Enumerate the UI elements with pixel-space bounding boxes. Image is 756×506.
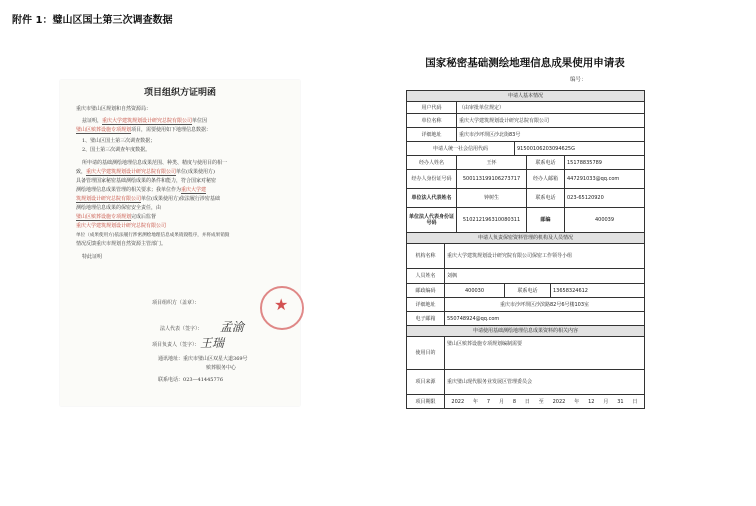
table-row: 用户代码 （由审批单位规定） <box>407 102 645 114</box>
table-row: 人员姓名 刘枫 <box>407 269 645 284</box>
section-header: 申请人基本情况 <box>407 91 645 102</box>
legal-rep-label: 法人代表（签字）： <box>160 326 203 332</box>
table-row: 单位名称 重庆大学建筑规划设计研究总院有限公司 <box>407 114 645 128</box>
table-row: 机构名称 重庆大学建筑规划设计研究院有限公司保密工作领导小组 <box>407 244 645 269</box>
letter-item: 1、璧山区国土第三次调查数据； <box>82 138 156 144</box>
org-stamp-label: 项目组织方（盖章）： <box>152 300 200 306</box>
table-row: 单位法人代表姓名 钟树生 联系电话 023-65120920 <box>407 189 645 208</box>
letter-line: 筑规划设计研究总院有限公司单位(成果使用方)依法履行涉密基础 <box>76 196 220 202</box>
table-row: 单位法人代表身份证号码 510212196310080311 邮编 400039 <box>407 208 645 233</box>
letter-line: 璧山区殡葬设施专项规划项目，需要使用如下地理信息数据： <box>76 127 212 133</box>
red-seal-stamp <box>260 286 304 330</box>
letter-line: 单位（成果使用方)依法履行涉密测绘地理信息成果销毁程序，并将成果销毁 <box>76 233 230 238</box>
legal-rep-signature: 孟渝 <box>220 320 245 334</box>
manager-signature: 王瑞 <box>200 336 225 350</box>
section-header: 申请人负责保密资料管理的机构及人员情况 <box>407 233 645 244</box>
table-row: 使用目的 璧山区殡葬设施专项规划编制需要 <box>407 337 645 370</box>
table-row: 邮政编码 400030 联系电话 13658324612 <box>407 284 645 298</box>
table-row: 项目期限 2022 年 7 月 8 日 至 2022 年 12 月 31 日 <box>407 395 645 409</box>
form-number-label: 编号： <box>570 77 587 83</box>
table-row: 详细地址 重庆市沙坪坝区沙北街83号 <box>407 128 645 142</box>
table-row: 项目来源 重庆璧山现代服务业发展区管理委员会 <box>407 370 645 395</box>
form-table <box>406 90 645 409</box>
letter-title: 项目组织方证明函 <box>143 88 216 98</box>
letter-item: 2、国土第三次调查年度数据。 <box>82 147 151 153</box>
table-row: 经办人姓名 王怀 联系电话 15178835789 <box>407 156 645 170</box>
section-header: 申请使用基础测绘地理信息成果资料的相关内容 <box>407 326 645 337</box>
letter-line: 致，重庆大学建筑规划设计研究总院有限公司单位(成果使用方) <box>76 169 215 175</box>
manager-label: 项目负责人（签字）： <box>152 342 200 348</box>
page-title: 附件 1：璧山区国土第三次调查数据 <box>12 15 173 26</box>
phone-line: 联系电话：023—41445776 <box>158 377 224 383</box>
address-line: 通讯地址：重庆市璧山区双星大道369号 <box>158 356 248 362</box>
address-line-2: 殡葬服务中心 <box>206 365 237 371</box>
table-row: 申请人统一社会信用代码 91500106203094625G <box>407 142 645 156</box>
certification-letter <box>60 80 300 406</box>
letter-closing: 特此证明 <box>82 254 103 260</box>
table-row: 经办人身份证号码 500113199106273717 经办人邮箱 447291033@qq.com <box>407 170 645 189</box>
table-row: 详细地址 重庆市沙坪坝区沙滨路82号6号楼103室 <box>407 298 645 312</box>
letter-line: 兹证明，重庆大学建筑规划设计研究总院有限公司单位因 <box>82 118 208 124</box>
project-period: 2022 年 7 月 8 日 至 2022 年 12 月 31 日 <box>445 395 645 408</box>
letter-line: 情况反馈重庆市规划自然资源主管部门。 <box>76 241 167 247</box>
letter-line: 重庆大学建筑规划设计研究总院有限公司 <box>76 223 167 229</box>
star-icon: ★ <box>274 295 289 314</box>
letter-line: 所申请的基础测绘地理信息成果范围、种类、精度与使用目的相一 <box>82 160 228 166</box>
letter-line: 测绘地理信息成果管理的相关要求；我单位作为重庆大学建 <box>76 187 207 193</box>
letter-line: 具备管理国家秘密基础测绘成果的条件和能力，符合国家对秘密 <box>76 178 217 184</box>
letter-addressee: 重庆市璧山区规划和自然资源局： <box>76 106 152 112</box>
letter-line: 测绘地理信息成果的保密安全责任，由 <box>76 205 162 211</box>
table-row: 电子邮箱 550748924@qq.com <box>407 312 645 326</box>
letter-line: 璧山区殡葬设施专项规划完成后监督 <box>76 214 157 220</box>
form-title: 国家秘密基础测绘地理信息成果使用申请表 <box>425 57 625 69</box>
